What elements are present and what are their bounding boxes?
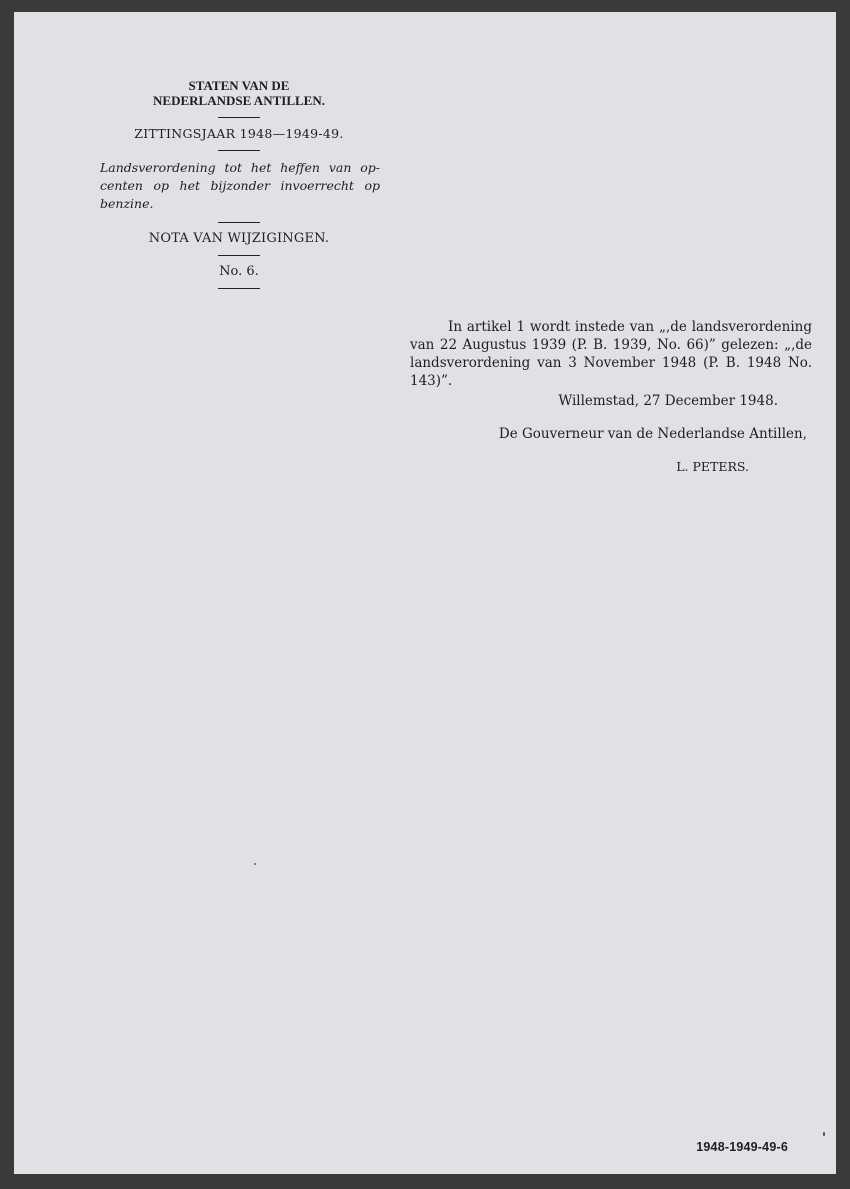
paper-speck [254,863,256,865]
official-title: De Gouverneur van de Nederlandse Antillen, [498,426,807,442]
signature: L. PETERS. [676,459,749,474]
divider [218,150,260,151]
document-number: No. 6. [219,264,259,279]
divider [218,117,260,118]
document-type: NOTA VAN WIJZIGINGEN. [148,231,330,246]
amendment-text: In artikel 1 wordt instede van „,de landsverordening van 22 Augustus 1939 (P. B. 1939, No. 66)” gelezen: „,de landsverordening van 3 November 1948 (P. B. 1948 No. 143)”. [410,319,812,389]
divider [218,288,260,289]
document-body [410,318,812,476]
place-date: Willemstad, 27 December 1948. [558,393,778,409]
divider [218,255,260,256]
footer-code: 1948-1949-49-6 [696,1140,788,1154]
paper-speck [823,1132,825,1136]
session-year: ZITTINGSJAAR 1948—1949-49. [134,126,344,141]
divider [218,222,260,223]
ordinance-subject: Landsverordening tot het heffen van opcenten op het bijzonder invoerrecht op benzine. [100,160,380,211]
title-line-2: NEDERLANDSE ANTILLEN. [153,93,325,108]
document-page [14,12,836,1174]
title-line-1: STATEN VAN DE [188,78,290,93]
document-header [94,78,384,297]
